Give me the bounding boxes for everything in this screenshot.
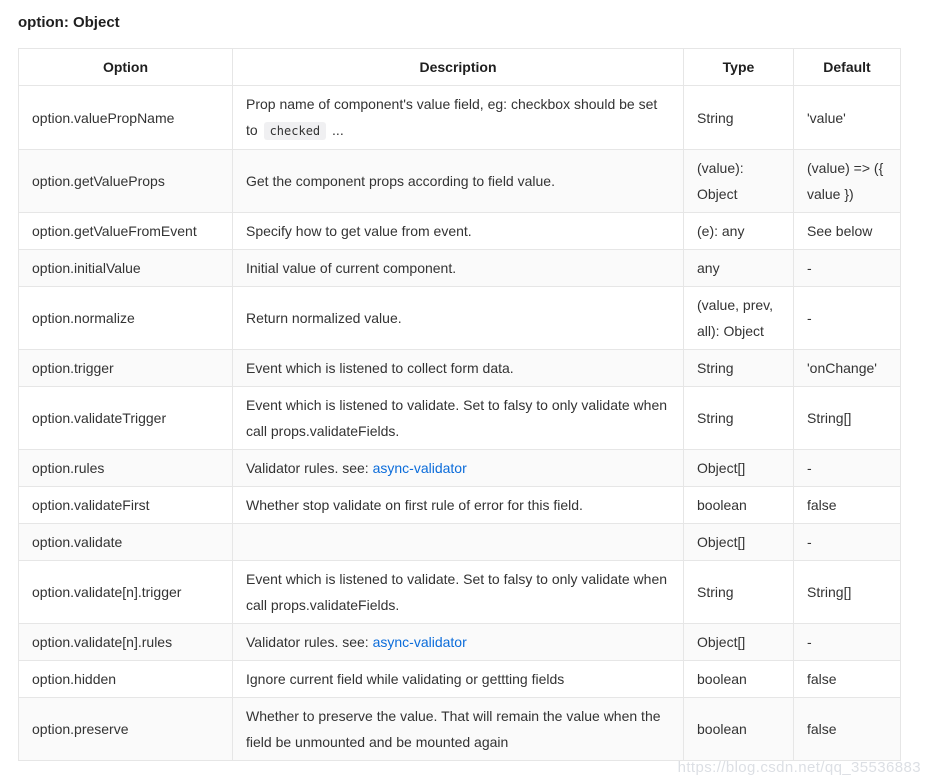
table-header [19,49,901,86]
option-cell: option.getValueFromEvent [19,213,233,250]
page-title: option: Object [18,14,120,31]
default-cell: false [794,698,901,761]
column-header-description: Description [233,49,684,86]
default-cell: - [794,524,901,561]
column-header-default: Default [794,49,901,86]
type-cell: String [684,561,794,624]
default-cell: 'value' [794,86,901,150]
type-cell: (value, prev, all): Object [684,287,794,350]
option-cell: option.trigger [19,350,233,387]
table-row [19,624,901,661]
type-cell: Object[] [684,624,794,661]
option-cell: option.validateFirst [19,487,233,524]
description-cell [233,524,684,561]
description-cell: Event which is listened to validate. Set to falsy to only validate when call props.validateFields. [233,387,684,450]
type-cell: boolean [684,487,794,524]
option-cell: option.initialValue [19,250,233,287]
type-cell: Object[] [684,450,794,487]
description-cell: Validator rules. see: async-validator [233,624,684,661]
type-cell: boolean [684,698,794,761]
type-cell: String [684,387,794,450]
default-cell: - [794,624,901,661]
option-cell: option.validate[n].trigger [19,561,233,624]
column-header-type: Type [684,49,794,86]
table-row [19,524,901,561]
table-row [19,287,901,350]
table-row [19,250,901,287]
description-cell: Ignore current field while validating or gettting fields [233,661,684,698]
option-cell: option.validate [19,524,233,561]
async-validator-link[interactable]: async-validator [372,460,467,476]
description-cell: Return normalized value. [233,287,684,350]
table-row [19,213,901,250]
option-cell: option.preserve [19,698,233,761]
type-cell: (value): Object [684,150,794,213]
async-validator-link[interactable]: async-validator [372,634,467,650]
table-header-row [19,49,901,86]
table-row [19,661,901,698]
description-cell: Event which is listened to validate. Set to falsy to only validate when call props.validateFields. [233,561,684,624]
default-cell: false [794,661,901,698]
default-cell: - [794,287,901,350]
table-row [19,450,901,487]
default-cell: 'onChange' [794,350,901,387]
description-cell: Specify how to get value from event. [233,213,684,250]
table-row [19,86,901,150]
option-cell: option.validate[n].rules [19,624,233,661]
table-row [19,561,901,624]
table-row [19,487,901,524]
default-cell: (value) => ({ value }) [794,150,901,213]
type-cell: String [684,350,794,387]
type-cell: any [684,250,794,287]
default-cell: false [794,487,901,524]
option-cell: option.rules [19,450,233,487]
watermark: https://blog.csdn.net/qq_35536883 [677,759,921,776]
option-cell: option.hidden [19,661,233,698]
description-cell: Whether to preserve the value. That will remain the value when the field be unmounted and be mounted again [233,698,684,761]
table-body [19,86,901,761]
type-cell: boolean [684,661,794,698]
description-cell: Initial value of current component. [233,250,684,287]
table-row [19,698,901,761]
table-row [19,150,901,213]
option-cell: option.getValueProps [19,150,233,213]
option-cell: option.normalize [19,287,233,350]
option-cell: option.valuePropName [19,86,233,150]
type-cell: (e): any [684,213,794,250]
default-cell: String[] [794,387,901,450]
type-cell: Object[] [684,524,794,561]
description-cell: Prop name of component's value field, eg: checkbox should be set to checked ... [233,86,684,150]
table-row [19,350,901,387]
default-cell: See below [794,213,901,250]
column-header-option: Option [19,49,233,86]
default-cell: - [794,450,901,487]
inline-code: checked [264,122,327,140]
description-cell: Get the component props according to field value. [233,150,684,213]
description-cell: Event which is listened to collect form data. [233,350,684,387]
description-cell: Whether stop validate on first rule of error for this field. [233,487,684,524]
options-table [18,48,901,761]
type-cell: String [684,86,794,150]
description-cell: Validator rules. see: async-validator [233,450,684,487]
default-cell: - [794,250,901,287]
default-cell: String[] [794,561,901,624]
table-row [19,387,901,450]
option-cell: option.validateTrigger [19,387,233,450]
